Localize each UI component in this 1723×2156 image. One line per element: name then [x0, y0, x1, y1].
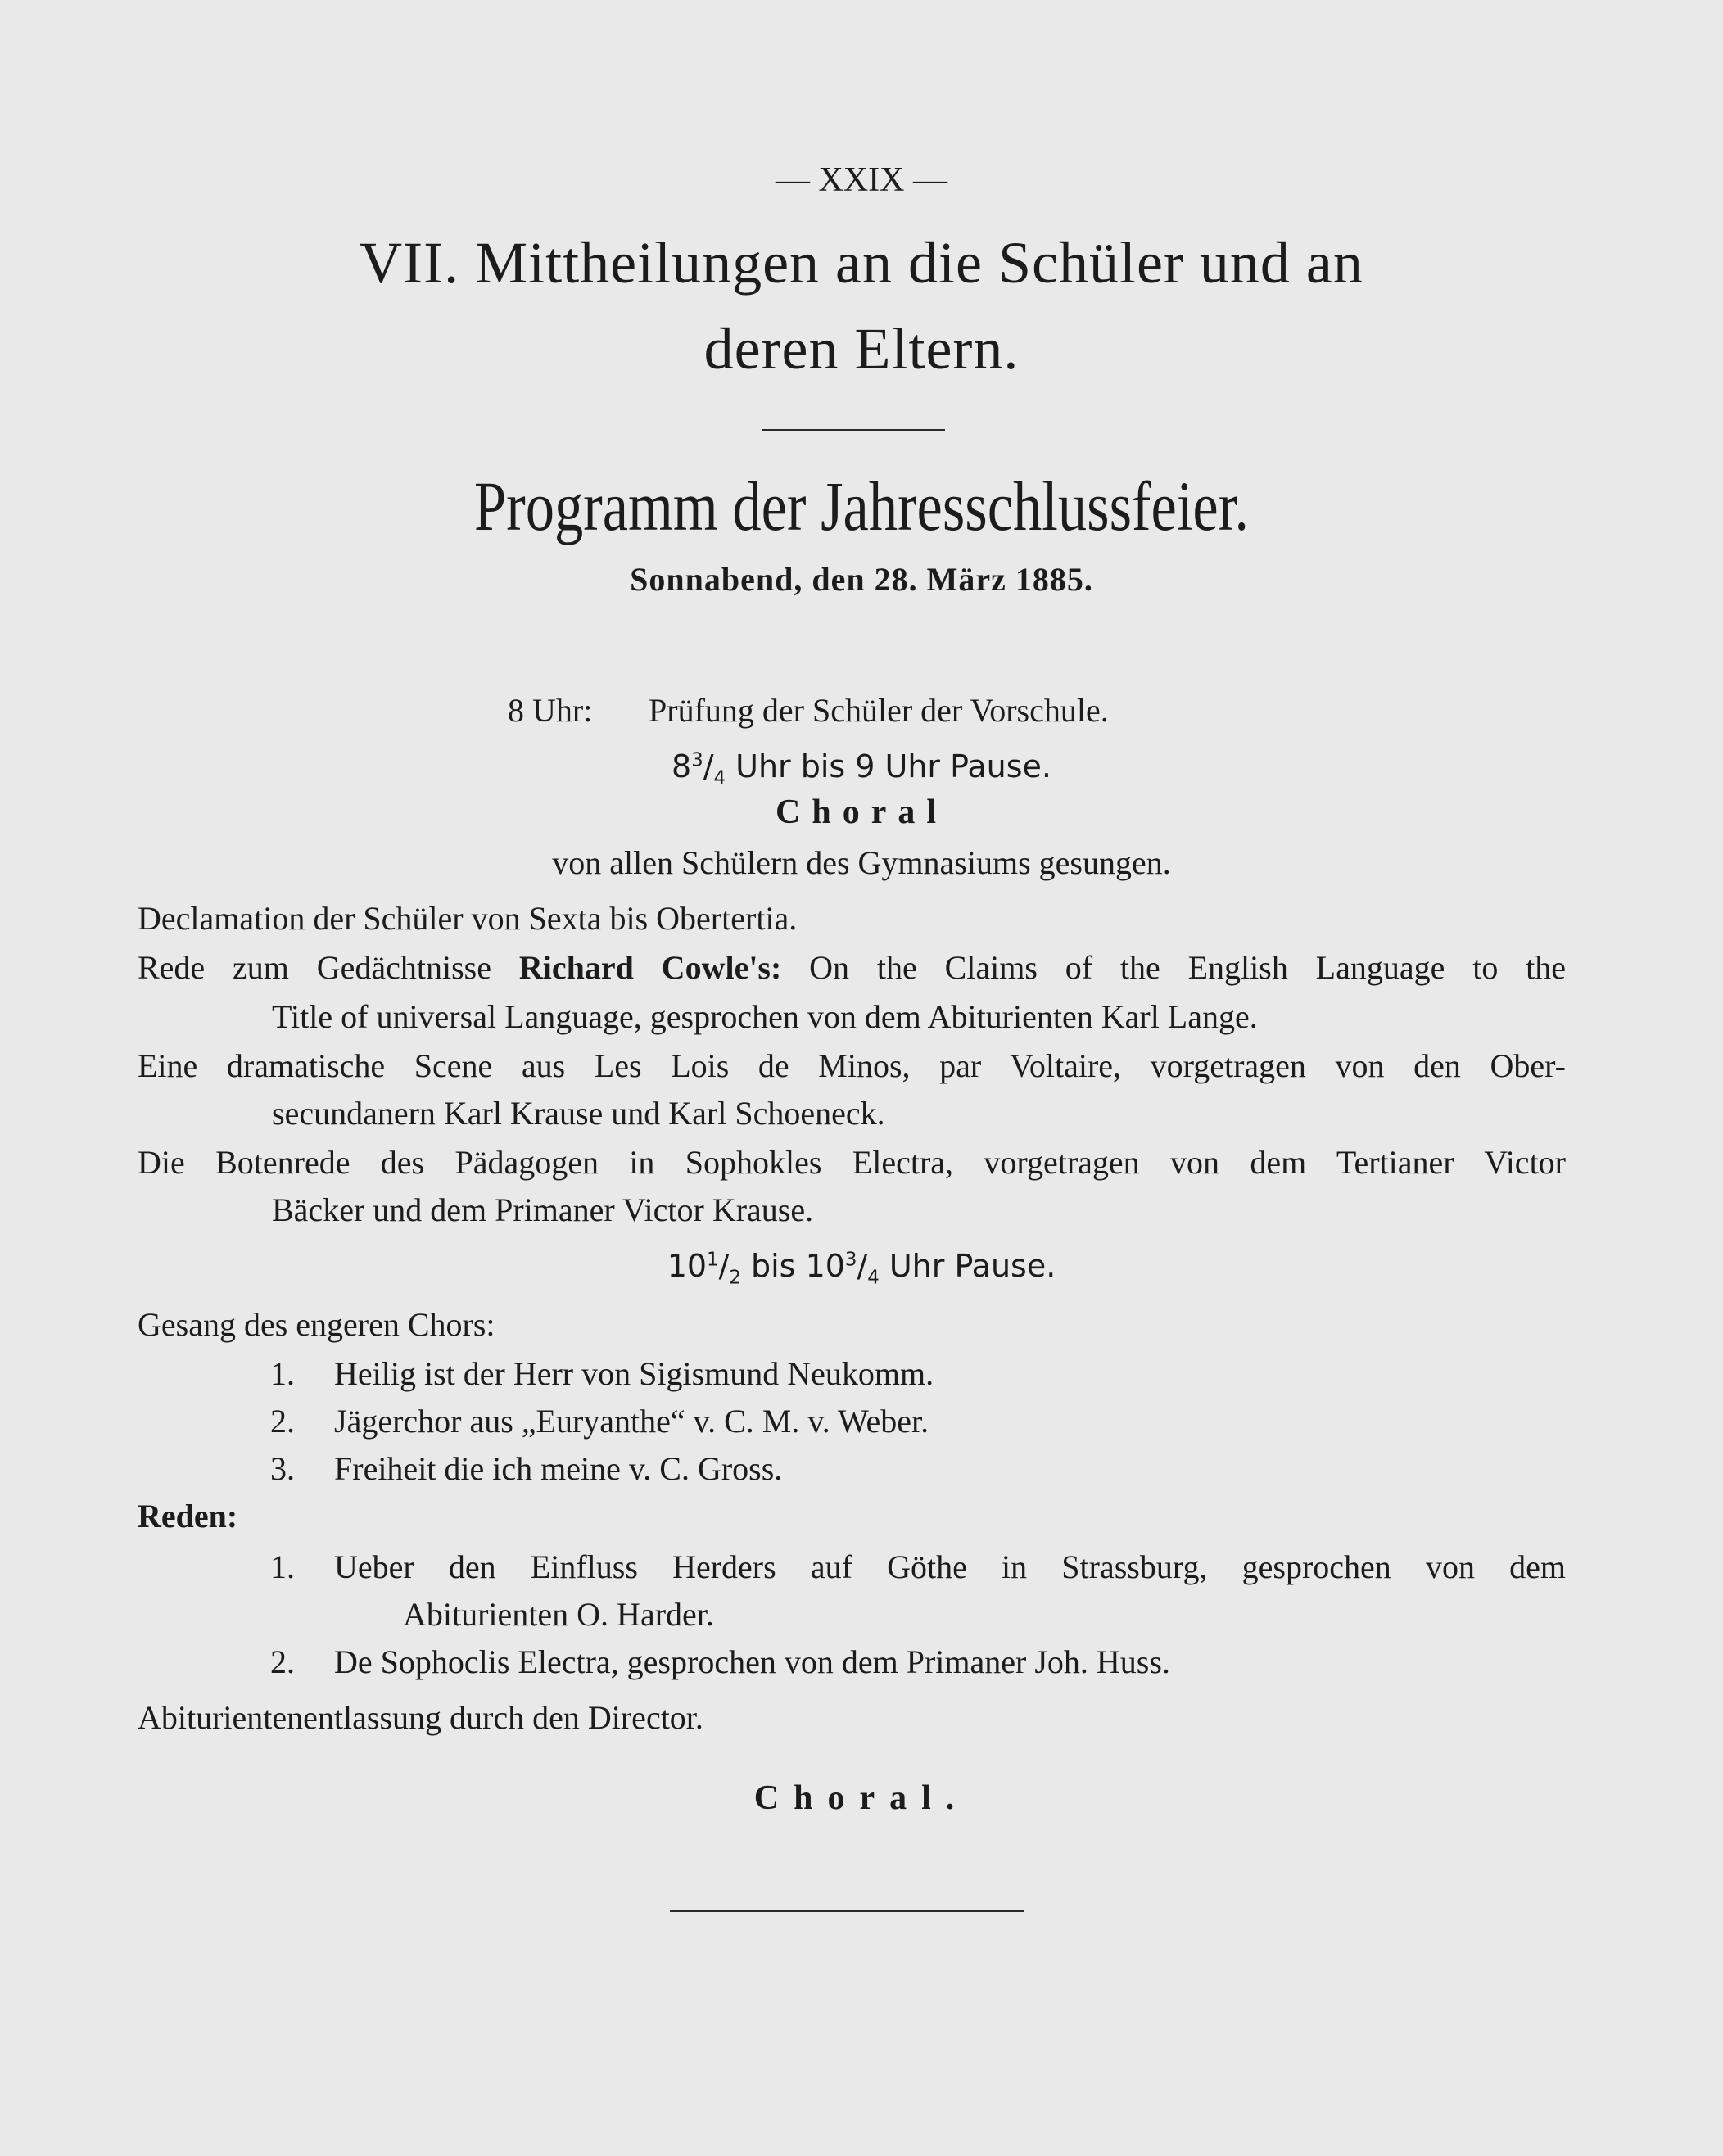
- song-num: 1.: [270, 1355, 295, 1392]
- speech-line-2: Title of universal Language, gesprochen von dem Abiturienten Karl Lange.: [272, 998, 1258, 1035]
- choral-heading: Choral: [776, 793, 947, 831]
- scene-line-2: secundanern Karl Krause und Karl Schoeneck.: [272, 1095, 885, 1132]
- start-time: 8 Uhr:: [508, 692, 593, 729]
- botenrede-line-1: Die Botenrede des Pädagogen in Sophokles Electra, vorgetragen von dem Tertianer Victor: [138, 1144, 1566, 1181]
- section-title-line1: VII. Mittheilungen an die Schüler und an: [360, 230, 1363, 296]
- pause-1: $8^3/_4$ Uhr bis 9 Uhr Pause.: [672, 748, 1051, 789]
- song-text: Jägerchor aus „Euryanthe“ v. C. M. v. Weber.: [334, 1403, 929, 1440]
- song-text: Heilig ist der Herr von Sigismund Neukomm.: [334, 1355, 934, 1392]
- closing-divider: [670, 1910, 1024, 1912]
- choral-text: von allen Schülern des Gymnasiums gesungen.: [552, 844, 1171, 881]
- pause-2-b-num: 3: [844, 1249, 857, 1271]
- program-title: Programm der Jahresschlussfeier.: [474, 467, 1249, 545]
- pause-2-mid: bis: [750, 1248, 796, 1284]
- botenrede-line-2: Bäcker und dem Primaner Victor Krause.: [272, 1191, 814, 1228]
- song-text: Freiheit die ich meine v. C. Gross.: [334, 1450, 783, 1487]
- reden-heading: Reden:: [138, 1498, 238, 1535]
- closing-choral: Choral.: [753, 1779, 970, 1817]
- pause-2: $10^1/_2$ bis $10^3/_4$ Uhr Pause.: [667, 1248, 1056, 1289]
- pause-2-b-den: 4: [867, 1267, 880, 1289]
- reden-item-1-line1: Ueber den Einfluss Herders auf Göthe in Strassburg, gesprochen von dem: [334, 1548, 1566, 1585]
- dismissal: Abiturientenentlassung durch den Director.: [138, 1699, 703, 1736]
- title-divider: [762, 429, 945, 431]
- pause-1-num: 3: [691, 749, 703, 771]
- scene-line-1: Eine dramatische Scene aus Les Lois de Minos, par Voltaire, vorgetragen von den Ober-: [138, 1047, 1566, 1084]
- reden-item-1-line2: Abiturienten O. Harder.: [403, 1596, 714, 1633]
- speech-tail: On the Claims of the English Language to the: [809, 949, 1567, 986]
- pause-2-rest: Uhr Pause.: [889, 1248, 1056, 1284]
- section-title-line2: deren Eltern.: [703, 316, 1020, 382]
- pause-2-a-num: 1: [707, 1249, 719, 1271]
- pause-1-whole: 8: [672, 748, 692, 784]
- page-number: — XXIX —: [776, 161, 947, 199]
- speech-line-1: [138, 948, 1566, 987]
- gesang-heading: Gesang des engeren Chors:: [138, 1306, 495, 1343]
- song-num: 3.: [270, 1450, 295, 1487]
- pause-2-a-whole: 10: [667, 1248, 708, 1284]
- pause-1-rest: Uhr bis 9 Uhr Pause.: [735, 748, 1051, 784]
- declamation: Declamation der Schüler von Sexta bis Obertertia.: [138, 900, 798, 937]
- program-date: Sonnabend, den 28. März 1885.: [630, 561, 1093, 598]
- reden-num: 1.: [270, 1548, 295, 1585]
- pause-2-a-den: 2: [729, 1267, 741, 1289]
- reden-num: 2.: [270, 1643, 295, 1680]
- pause-2-b-whole: 10: [805, 1248, 845, 1284]
- speech-lead: Rede zum Gedächtnisse: [138, 949, 491, 986]
- pause-1-den: 4: [713, 767, 726, 789]
- start-event: Prüfung der Schüler der Vorschule.: [649, 692, 1109, 729]
- speech-name: Richard Cowle's:: [518, 949, 782, 986]
- song-num: 2.: [270, 1403, 295, 1440]
- reden-item-2-line1: De Sophoclis Electra, gesprochen von dem Primaner Joh. Huss.: [334, 1643, 1170, 1680]
